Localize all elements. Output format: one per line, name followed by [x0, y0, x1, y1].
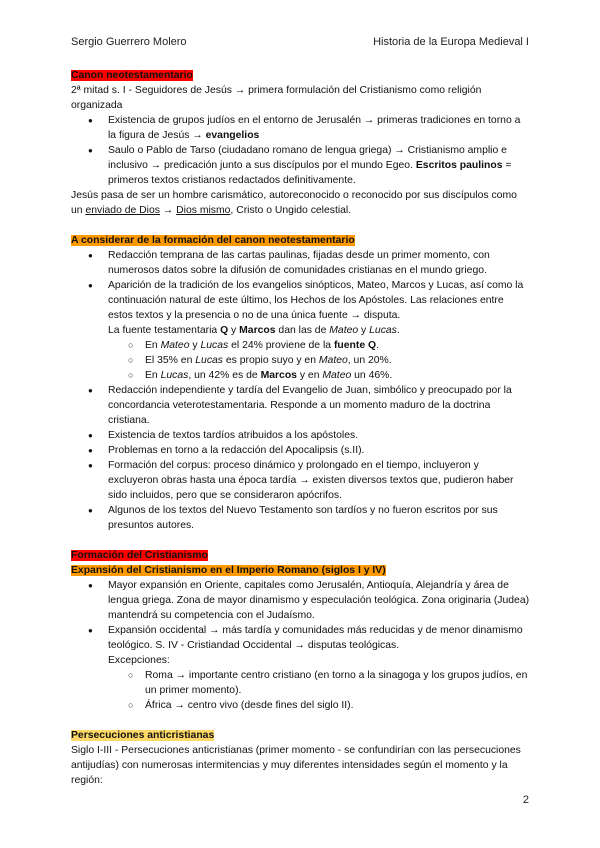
section-heading: Formación del Cristianismo	[71, 550, 208, 561]
list-item: ● Aparición de la tradición de los evangelios sinópticos, Mateo, Marcos y Lucas, así como la continuación natural de este último, los Hechos de los Apóstoles. Las relaciones entre estos textos y la presencia o no de una única fuente → disputa. La fuente testamentaria Q y Marcos dan las de Mateo y Lucas. ○ En Mateo y Lucas el 24% proviene de la fuente Q. ○ El 35% en Lucas es propio suyo y en Mateo, un 20%. ○ En Lucas, un 42% es de Marcos y en Mateo un 46%.	[71, 278, 531, 383]
list-item: ● Problemas en torno a la redacción del Apocalipsis (s.II).	[71, 443, 531, 458]
list-item: ● Existencia de grupos judíos en el entorno de Jerusalén → primeras tradiciones en torno a la figura de Jesús → evangelios	[71, 113, 531, 143]
sub-list-item: ○ Roma → importante centro cristiano (en torno a la sinagoga y los grupos judíos, en un primer momento).	[71, 668, 531, 698]
section-persecutions	[71, 728, 531, 788]
section-subheading: Expansión del Cristianismo en el Imperio Romano (siglos I y IV)	[71, 565, 386, 576]
list-item: ● Redacción temprana de las cartas paulinas, fijadas desde un primer momento, con numerosos datos sobre la difusión de comunidades cristianas en el mundo griego.	[71, 248, 531, 278]
header-author: Sergio Guerrero Molero	[71, 36, 187, 48]
document-body	[71, 68, 531, 788]
section-christianity	[71, 548, 531, 713]
page-number: 2	[522, 794, 529, 806]
list-item: ● Algunos de los textos del Nuevo Testamento son tardíos y no fueron escritos por sus presuntos autores.	[71, 503, 531, 533]
list-item: ● Mayor expansión en Oriente, capitales como Jerusalén, Antioquía, Alejandría y área de lengua griega. Zona de mayor dinamismo y especulación teológica. Zona originaria (Judea) mantendrá su competencia con el Judaísmo.	[71, 578, 531, 623]
paragraph: Jesús pasa de ser un hombre carismático, autoreconocido o reconocido por sus discípulos como un enviado de Dios → Dios mismo, Cristo o Ungido celestial.	[71, 190, 517, 216]
section-heading: Persecuciones anticristianas	[71, 730, 215, 741]
list-item: ● Existencia de textos tardíos atribuidos a los apóstoles.	[71, 428, 531, 443]
sub-list-item: ○ En Lucas, un 42% es de Marcos y en Mateo un 46%.	[71, 368, 531, 383]
section-canon	[71, 68, 531, 218]
header-course: Historia de la Europa Medieval I	[373, 36, 529, 48]
list-item: ● Saulo o Pablo de Tarso (ciudadano romano de lengua griega) → Cristianismo amplio e inclusivo → predicación junto a sus discípulos por el mundo Egeo. Escritos paulinos = primeros textos cristianos redactados definitivamente.	[71, 143, 531, 188]
section-heading: A considerar de la formación del canon neotestamentario	[71, 235, 355, 246]
paragraph: Siglo I-III - Persecuciones anticristianas (primer momento - se confundirían con las persecuciones antijudías) con numerosas intermitencias y muy diferentes intensidades según el momento y la región:	[71, 745, 521, 786]
sub-list-item: ○ El 35% en Lucas es propio suyo y en Mateo, un 20%.	[71, 353, 531, 368]
bullet-list	[71, 113, 531, 188]
sub-list	[108, 668, 531, 713]
list-item: ● Expansión occidental → más tardía y comunidades más reducidas y de menor dinamismo teológico. S. IV - Cristiandad Occidental → disputas teológicas. Excepciones: ○ Roma → importante centro cristiano (en torno a la sinagoga y los grupos judíos, en un primer momento). ○ África → centro vivo (desde fines del siglo II).	[71, 623, 531, 713]
sub-list-item: ○ África → centro vivo (desde fines del siglo II).	[71, 698, 531, 713]
list-item: ● Formación del corpus: proceso dinámico y prolongado en el tiempo, incluyeron y excluyeron obras hasta una época tardía → existen diversos textos que, pudieron haber sido incluidos, pero que se consideraron apócrifos.	[71, 458, 531, 503]
sub-list	[108, 338, 531, 383]
list-item: ● Redacción independiente y tardía del Evangelio de Juan, simbólico y preocupado por la concordancia veterotestamentaria. Responde a un momento maduro de la doctrina cristiana.	[71, 383, 531, 428]
bullet-list	[71, 248, 531, 533]
section-heading: Canon neotestamentario	[71, 70, 193, 81]
paragraph: 2ª mitad s. I - Seguidores de Jesús → primera formulación del Cristianismo como religión organizada	[71, 85, 482, 111]
sub-list-item: ○ En Mateo y Lucas el 24% proviene de la fuente Q.	[71, 338, 531, 353]
section-canon-formation	[71, 233, 531, 533]
bullet-list	[71, 578, 531, 713]
